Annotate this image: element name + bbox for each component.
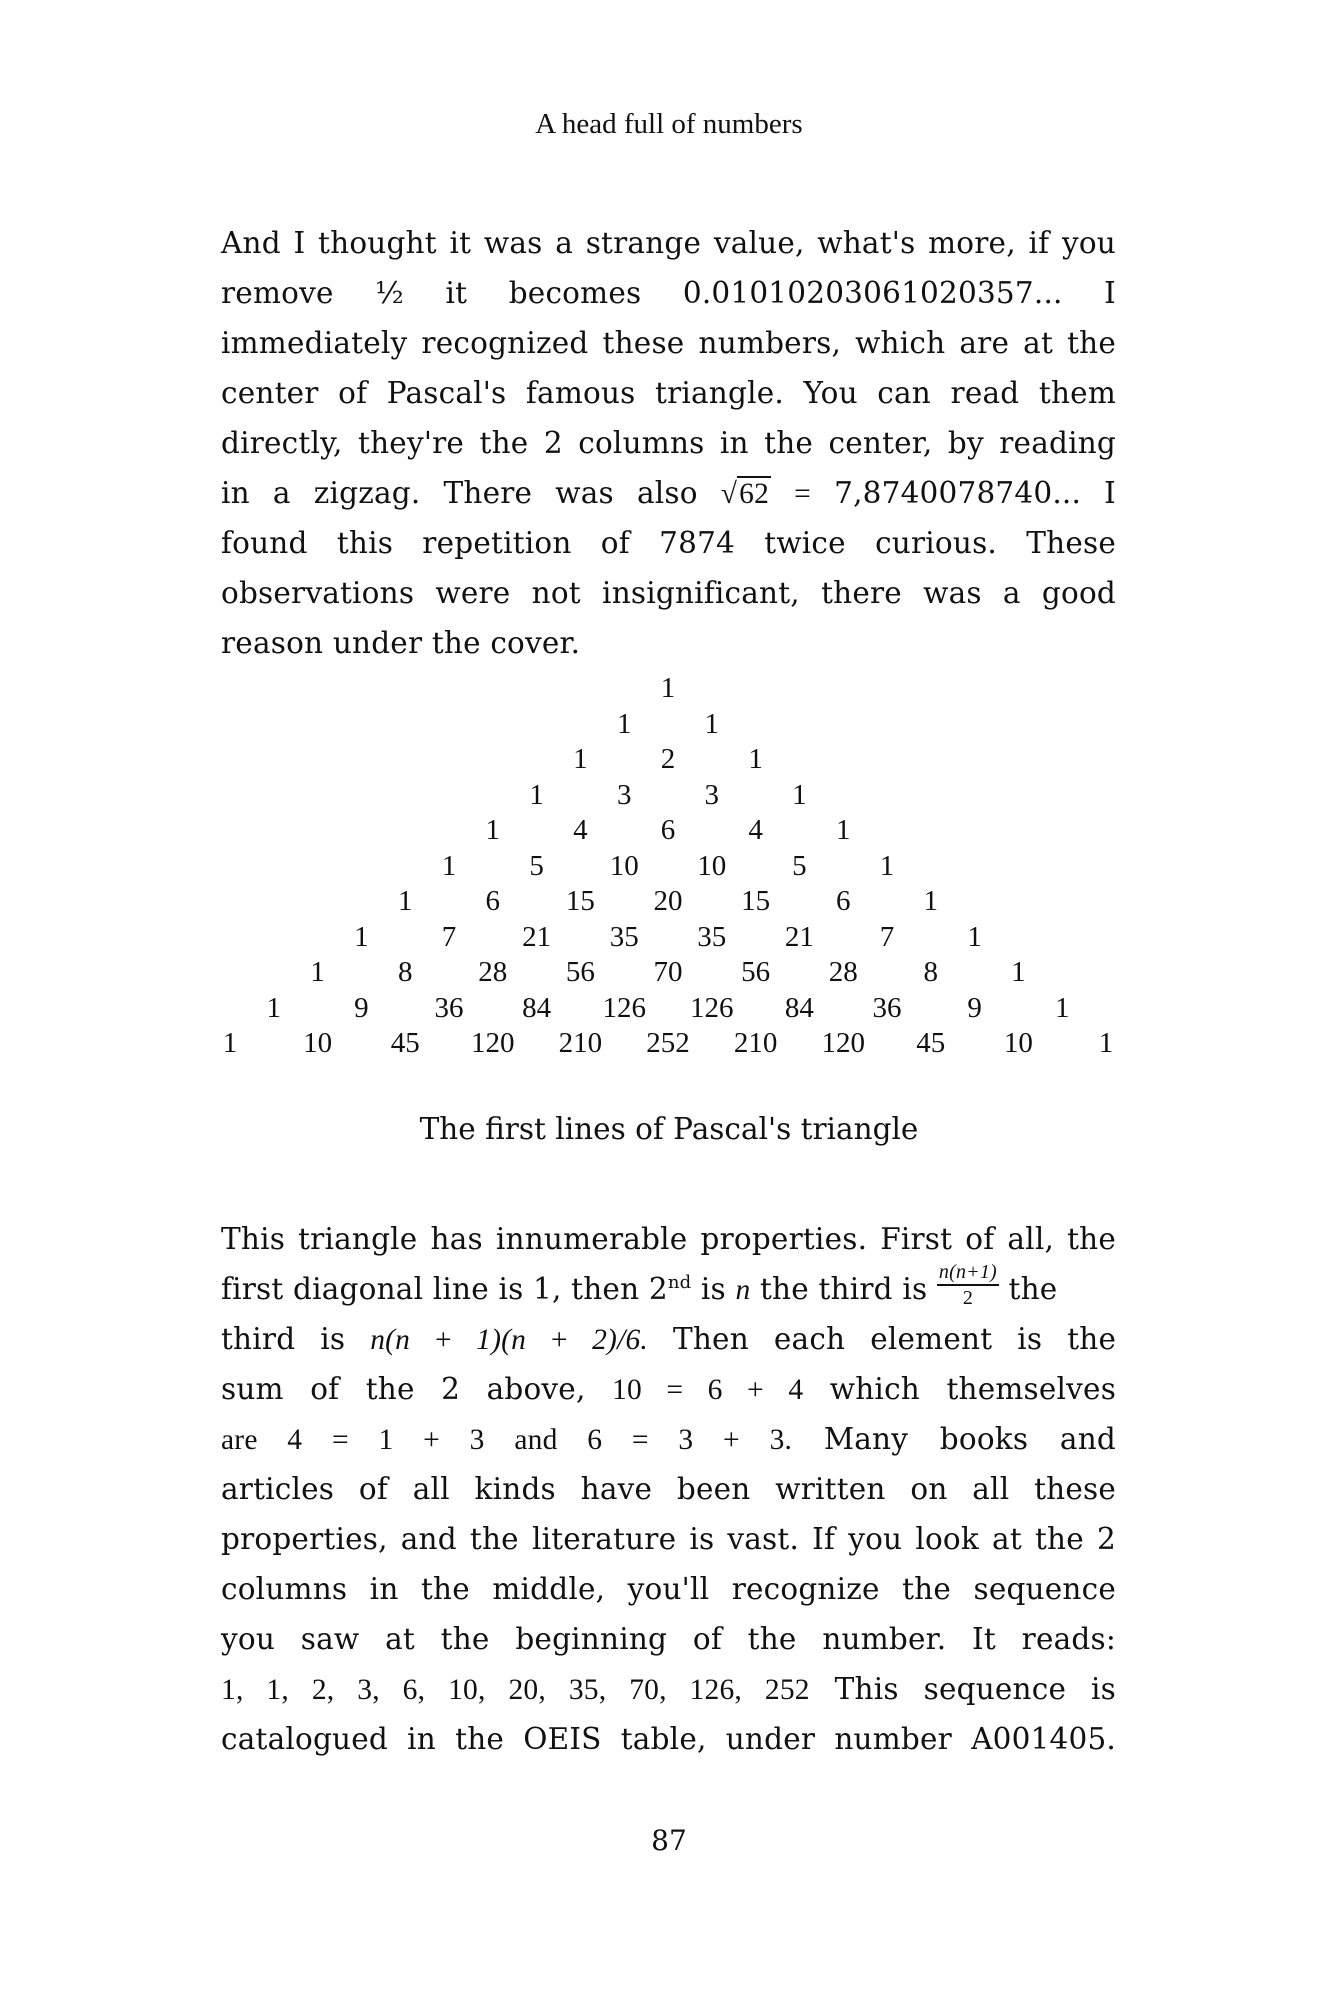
pascal-number: 1 [967, 920, 982, 953]
pascal-number: 5 [792, 849, 807, 882]
pascal-number: 126 [602, 991, 646, 1024]
pascal-number: 1 [1098, 1027, 1114, 1059]
pascal-number: 45 [916, 1027, 946, 1059]
pascal-number: 1 [529, 778, 544, 811]
text-line: This triangle has innumerable properties. First of all, the [221, 1222, 1116, 1256]
pascal-number: 126 [690, 991, 734, 1024]
pascal-number: 6 [660, 814, 676, 846]
pascal-number: 5 [529, 849, 544, 882]
pascal-number: 35 [697, 920, 727, 953]
pascal-number: 84 [784, 991, 814, 1024]
pascal-number: 252 [646, 1027, 690, 1059]
pascal-number: 1 [879, 849, 895, 882]
pascal-number: 10 [697, 849, 727, 882]
fraction: $\frac{n(n+1)}{2}$ [938, 1261, 997, 1309]
pascal-number: 20 [653, 885, 683, 917]
pascal-number: 7 [879, 920, 895, 953]
pascal-number: 120 [471, 1027, 515, 1059]
pascal-number: 1 [704, 707, 720, 740]
text-line: in a zigzag. There was also √62 = 7,8740078740... I [221, 476, 1117, 510]
text-line: sum of the 2 above, 10 = 6 + 4 which themselves [221, 1372, 1117, 1406]
pascal-number: 1 [266, 991, 282, 1024]
pascal-number: 10 [1003, 1027, 1033, 1059]
pascal-number: 1 [792, 778, 807, 811]
pascal-number: 1 [923, 885, 939, 917]
text-line: catalogued in the OEIS table, under number A001405. [221, 1722, 1116, 1756]
pascal-number: 1 [310, 956, 325, 988]
pascal-number: 21 [522, 920, 552, 953]
pascal-number: 1 [660, 672, 676, 704]
text-line: you saw at the beginning of the number. It reads: [221, 1622, 1116, 1656]
pascal-number: 8 [923, 956, 939, 988]
pascal-number: 6 [485, 885, 501, 917]
pascal-number: 15 [565, 885, 595, 917]
square-root-expression: √62 [720, 478, 770, 510]
pascal-number: 1 [222, 1027, 238, 1059]
pascal-number: 1 [573, 743, 588, 775]
text-line: directly, they're the 2 columns in the center, by reading [221, 426, 1116, 460]
page-number: 87 [651, 1824, 687, 1857]
text-line: third is n(n + 1)(n + 2)/6. Then each element is the [221, 1322, 1117, 1356]
text-line: immediately recognized these numbers, which are at the [221, 326, 1116, 360]
pascal-number: 1 [835, 814, 851, 846]
pascal-number: 1 [397, 885, 413, 917]
pascal-number: 84 [522, 991, 552, 1024]
pascal-number: 36 [872, 991, 902, 1024]
text-line: found this repetition of 7874 twice curious. These [221, 526, 1116, 560]
pascal-number: 210 [558, 1027, 603, 1059]
pascal-number: 1 [441, 849, 457, 882]
pascal-number: 1 [485, 814, 501, 846]
pascal-number: 9 [354, 991, 369, 1024]
running-head: A head full of numbers [535, 108, 803, 140]
pascal-number: 45 [390, 1027, 420, 1059]
pascal-number: 1 [354, 920, 369, 953]
pascal-number: 21 [784, 920, 814, 953]
text-line: properties, and the literature is vast. If you look at the 2 [221, 1522, 1116, 1556]
pascal-number: 2 [660, 743, 676, 775]
pascal-number: 1 [1011, 956, 1026, 988]
text-line: remove ½ it becomes 0.01010203061020357... I [221, 276, 1116, 310]
pascal-number: 120 [821, 1027, 865, 1059]
pascal-number: 3 [616, 778, 632, 811]
pascal-number: 1 [748, 743, 763, 775]
pascal-number: 10 [303, 1027, 333, 1059]
pascal-number: 7 [441, 920, 457, 953]
figure-caption: The first lines of Pascal's triangle [419, 1112, 919, 1146]
pascal-number: 210 [733, 1027, 778, 1059]
pascal-number: 3 [704, 778, 720, 811]
pascal-number: 28 [478, 956, 508, 988]
pascal-number: 56 [565, 956, 595, 988]
pascal-number: 1 [616, 707, 632, 740]
text-line: reason under the cover. [221, 626, 581, 660]
text-line: 1, 1, 2, 3, 6, 10, 20, 35, 70, 126, 252 This sequence is [221, 1672, 1117, 1706]
pascal-number: 15 [741, 885, 771, 917]
pascal-number: 36 [434, 991, 464, 1024]
pascal-number: 56 [741, 956, 771, 988]
paragraph-2 [221, 1214, 1116, 1764]
text-line: observations were not insignificant, there was a good [221, 576, 1116, 610]
pascal-number: 35 [609, 920, 639, 953]
pascal-number: 9 [967, 991, 982, 1024]
pascal-number: 1 [1054, 991, 1070, 1024]
text-line: first diagonal line is 1, then 2nd is n the third is $\frac{n(n+1)}{2}$ the [221, 1261, 1058, 1309]
text-line: articles of all kinds have been written on all these [221, 1472, 1116, 1506]
pascal-number: 4 [573, 814, 588, 846]
text-line: center of Pascal's famous triangle. You can read them [221, 376, 1116, 410]
pascal-number: 4 [748, 814, 763, 846]
pascal-number: 70 [653, 956, 683, 988]
pascal-number: 28 [828, 956, 858, 988]
text-line: columns in the middle, you'll recognize the sequence [221, 1572, 1116, 1606]
text-line: are 4 = 1 + 3 and 6 = 3 + 3. Many books and [221, 1422, 1116, 1456]
pascal-number: 6 [835, 885, 851, 917]
pascal-number: 8 [397, 956, 413, 988]
pascal-number: 10 [609, 849, 639, 882]
text-line: And I thought it was a strange value, what's more, if you [221, 226, 1116, 260]
